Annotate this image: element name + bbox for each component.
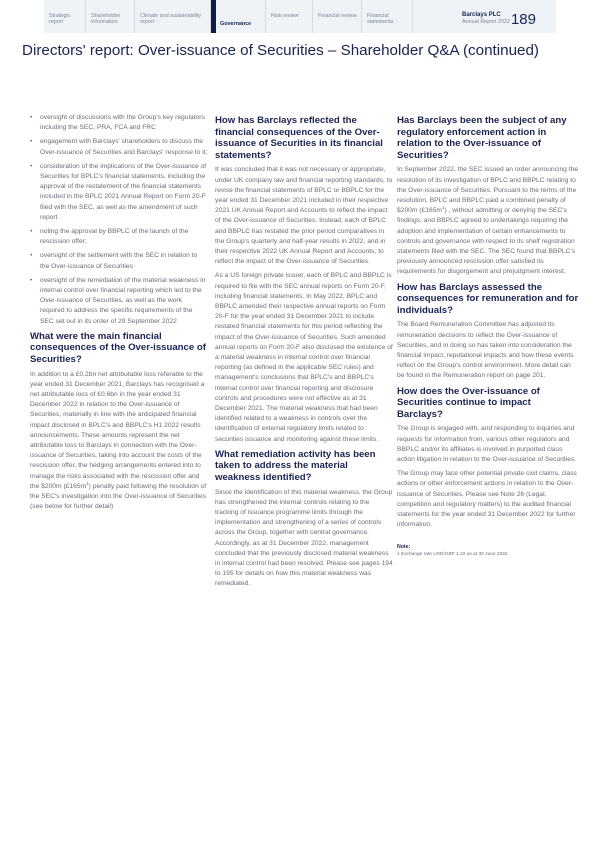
list-item: • oversight of the settlement with the SEC in relation to the Over-issuance of Securities (30, 251, 208, 271)
answer-paragraph: In addition to a £0.2bn net attributable loss referable to the year ended 31 December 2021, Barclays has recognised a net attributable loss of £0.6bn in the year ended 31 December 2022 in relation to the Over-issuance of Securities, materially in line with the anticipated financial impact disclosed in BPLC's and BBPLC's H1 2022 results announcements. These amounts represent the net attributable loss to Barclays in connection with the Over-issuance of Securities, taking into account the costs of the rescission offer, the hedging arrangements entered into to manage the risks associated with the rescission offer and the $200m $(£165m^1)$ penalty paid following the resolution of the SEC's investigation into the Over-issuance of Securities (see below for further detail) (30, 370, 207, 511)
nav-tab-financial-statements[interactable]: Financial statements (362, 0, 413, 33)
footnote-ref: 1 (441, 204, 445, 210)
answer-paragraph: The Group may face other potential private civil claims, class actions or other enforcement actions in relation to the Over-issuance of Securities. Please see Note 26 (Legal, competition and regulatory matters) to the audited financial statements for the year ended 31 December 2022 for further information. (397, 470, 577, 529)
nav-tab-financial-review[interactable]: Financial review (313, 0, 362, 33)
answer-paragraph: The Group is engaged with, and responding to inquiries and requests for information from, various other regulators and BBPLC and/or its affiliates is involved in purported class action litigation in relation to the Over-issuance of Securities. (397, 425, 577, 463)
question-heading: Has Barclays been the subject of any regulatory enforcement action in relation to the Over-issuance of Securities? (397, 115, 567, 161)
nav-tab-climate-sustainability[interactable]: Climate and sustainability report (135, 0, 211, 33)
answer-paragraph: Since the identification of this material weakness, the Group has strengthened the internal controls relating to the tracking of issuance programme limits through the implementation and strengthening of a series of controls across the Group, together with central governance. Accordingly, as at 31 December 2022, management concluded that the previously disclosed material weakness in internal control had been resolved. Please see pages 194 to 195 for details on how this material weakness was remediated. (215, 488, 393, 588)
column-2 (215, 113, 393, 594)
footnote-ref: 1 (86, 480, 89, 486)
brand-block (462, 12, 510, 26)
page-title: Directors' report: Over-issuance of Securities – Shareholder Q&A (continued) (22, 42, 539, 59)
list-item: • oversight of discussions with the Group's key regulators including the SEC, PRA, FCA and FRC (30, 113, 208, 133)
nav-tab-governance[interactable]: Governance (211, 0, 266, 33)
footnote (397, 544, 579, 558)
answer-paragraph: The Board Remuneration Committee has adjusted its remuneration decisions to reflect the Over-issuance of Securities, and in doing so has taken into consideration the financial impact, reputational impacts and how these events reflect on the Group's control environment. More detail can be found in the Remuneration report on page 201. (397, 321, 574, 380)
answer-paragraph: As a US foreign private issuer, each of BPLC and BBPLC is required to file with the SEC annual reports on Form 20-F, including financial statements. In May 2022, BPLC and BBPLC amended their respective annual reports on Form 20-F for the year ended 31 December 2021 to include restated financial statements for this period reflecting the impact of the Over-issuance of Securities. Such amended annual reports on Form 20-F also disclosed the existence of a material weakness in internal control over financial reporting (as defined in the applicable SEC rules) and management's conclusions that BPLC's and BBPLC's internal control over financial reporting and disclosure controls and procedures were not effective as at 31 December 2021. The material weakness that had been identified related to a weakness in controls over the identification of external regulatory limits related to securities issuance and monitoring against these limits. (215, 272, 393, 443)
column-1 (30, 113, 208, 516)
footnote-text: 1 Exchange rate USD/GBP 1.22 as at 30 June 2022. (397, 552, 509, 558)
footnote-label: Note: (397, 544, 411, 551)
list-item: • oversight of the remediation of the material weakness in internal control over financial reporting which led to the Over-issuance of Securities, as well as the work required to address the specific requirements of the SEC set out in its order of 29 September 2022 (30, 276, 208, 327)
answer-paragraph: It was concluded that it was not necessary or appropriate, under UK company law and financial reporting standards, to revise the financial statements of BPLC or BBPLC for the year ended 31 December 2021 included in their respective 2021 UK Annual Report and Accounts to reflect the impact of the Over-issuance of Securities. Instead, each of BPLC and BBPLC has restated the prior period comparatives in the Group's quarterly and half-year results in 2022, and in their respective 2022 UK Annual Report and Accounts, to reflect the impact of the Over-issuance of Securities. (215, 166, 393, 266)
question-heading: How does the Over-issuance of Securities continue to impact Barclays? (397, 385, 540, 420)
question-heading: How has Barclays assessed the consequences for remuneration and for individuals? (397, 281, 579, 316)
bullet-list (30, 113, 208, 327)
brand-sub: Annual Report 2022 (462, 19, 510, 25)
column-3 (397, 113, 579, 558)
section-nav (44, 0, 556, 33)
question-heading: What remediation activity has been taken to address the material weakness identified? (215, 448, 376, 484)
page-number: 189 (510, 11, 536, 28)
list-item: • noting the approval by BBPLC of the launch of the rescission offer; (30, 227, 208, 247)
question-heading: How has Barclays reflected the financial consequences of the Over-issuance of Securities in its financial statements? (215, 115, 383, 161)
list-item: • consideration of the implications of the Over-issuance of Securities for BPLC's financial statements, including the approval of the restatement of the financial statements included in the BPLC 2021 Annual Report on Form 20-F filed with the SEC, as well as the amendment of such report (30, 162, 208, 223)
question-heading: What were the main financial consequences of the Over-issuance of Securities? (30, 330, 206, 366)
answer-paragraph: In September 2022, the SEC issued an order announcing the resolution of its investigation of BPLC and BBPLC relating to the Over-issuance of Securities. Pursuant to the terms of the resolution, BPLC and BBPLC paid a combined penalty of $200m $(£165m^1)$ , without admitting or denying the SEC's findings, and BBPLC agreed to undertakings requiring the adoption and implementation of certain enhancements to controls and governance with respect to its shelf registration statements filed with the SEC. The SEC found that BBPLC's previously announced rescission offer satisfied its requirements for disgorgement and prejudgment interest. (397, 166, 579, 276)
nav-tab-risk-review[interactable]: Risk review (266, 0, 313, 33)
nav-tab-shareholder-information[interactable]: Shareholder information (86, 0, 135, 33)
nav-tab-strategic-report[interactable]: Strategic report (44, 0, 86, 33)
brand-name: Barclays PLC (462, 12, 501, 18)
list-item: • engagement with Barclays' shareholders to discuss the Over-issuance of Securities and Barclays' response to it; (30, 137, 208, 157)
